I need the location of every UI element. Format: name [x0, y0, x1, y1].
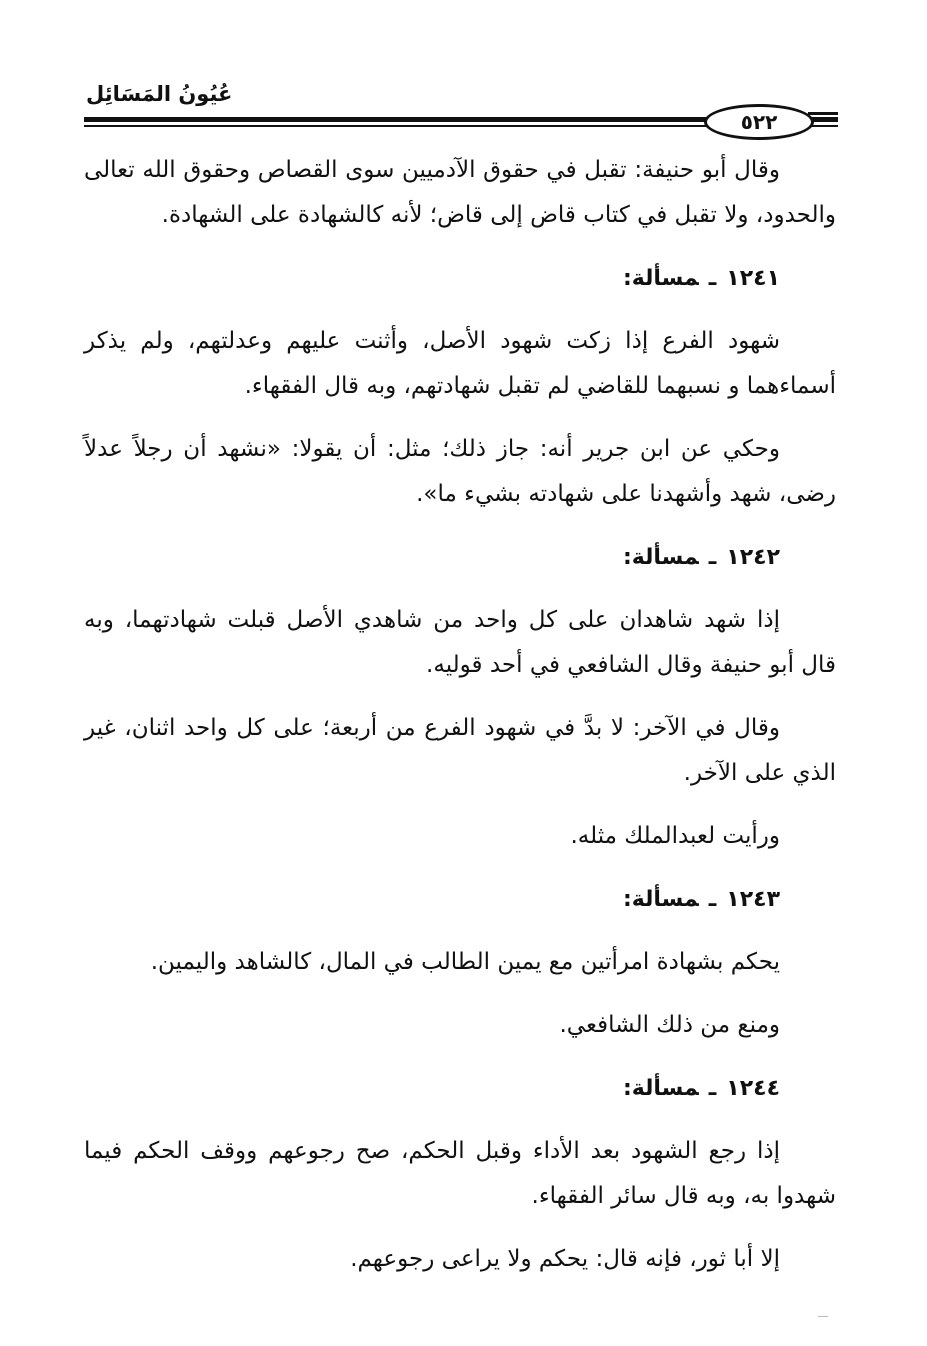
- masala-heading: [84, 535, 836, 580]
- paragraph: ورأيت لعبدالملك مثله.: [570, 823, 780, 849]
- masala-dash: ـ: [708, 545, 717, 570]
- masala-heading: [84, 877, 836, 922]
- masala-heading: [84, 1066, 836, 1111]
- paragraph: وحكي عن ابن جرير أنه: جاز ذلك؛ مثل: أن يقولا: «نشهد أن رجلاً عدلاً رضى، شهد وأشهدنا على شهادته بشيء ما».: [84, 436, 836, 507]
- page-body: [84, 148, 836, 1300]
- paragraph: ومنع من ذلك الشافعي.: [559, 1012, 780, 1038]
- paragraph: إذا رجع الشهود بعد الأداء وقبل الحكم، صح رجوعهم ووقف الحكم فيما شهدوا به، وبه قال سائر الفقهاء.: [84, 1138, 836, 1209]
- masala-dash: ـ: [708, 1076, 717, 1101]
- masala-dash: ـ: [708, 887, 717, 912]
- scan-mark: [818, 1316, 828, 1317]
- masala-label: مسألة:: [622, 545, 699, 570]
- folio-ornament-tail: [808, 112, 838, 115]
- paragraph: وقال أبو حنيفة: تقبل في حقوق الآدميين سوى القصاص وحقوق الله تعالى والحدود، ولا تقبل في كتاب قاض إلى قاض؛ لأنه كالشهادة على الشهادة.: [84, 157, 836, 228]
- paragraph: إذا شهد شاهدان على كل واحد من شاهدي الأصل قبلت شهادتهما، وبه قال أبو حنيفة وقال الشافعي في أحد قوليه.: [84, 607, 836, 678]
- masala-dash: ـ: [708, 266, 717, 291]
- masala-heading: [84, 256, 836, 301]
- masala-number: ١٢٤٤: [726, 1076, 780, 1101]
- masala-label: مسألة:: [622, 1076, 699, 1101]
- paragraph: وقال في الآخر: لا بدَّ في شهود الفرع من أربعة؛ على كل واحد اثنان، غير الذي على الآخر.: [84, 715, 836, 786]
- masala-number: ١٢٤٣: [726, 887, 780, 912]
- paragraph: شهود الفرع إذا زكت شهود الأصل، وأثنت عليهم وعدلتهم، ولم يذكر أسماءهما و نسبهما للقاضي لم تقبل شهادتهم، وبه قال الفقهاء.: [84, 328, 836, 399]
- masala-number: ١٢٤١: [726, 266, 780, 291]
- running-title: عُيُونُ المَسَائِل: [86, 82, 233, 106]
- masala-label: مسألة:: [622, 266, 699, 291]
- paragraph: يحكم بشهادة امرأتين مع يمين الطالب في المال، كالشاهد واليمين.: [150, 949, 780, 975]
- paragraph: إلا أبا ثور، فإنه قال: يحكم ولا يراعى رجوعهم.: [350, 1246, 780, 1272]
- masala-label: مسألة:: [622, 887, 699, 912]
- masala-number: ١٢٤٢: [726, 545, 780, 570]
- page-number: ٥٢٢: [704, 104, 814, 140]
